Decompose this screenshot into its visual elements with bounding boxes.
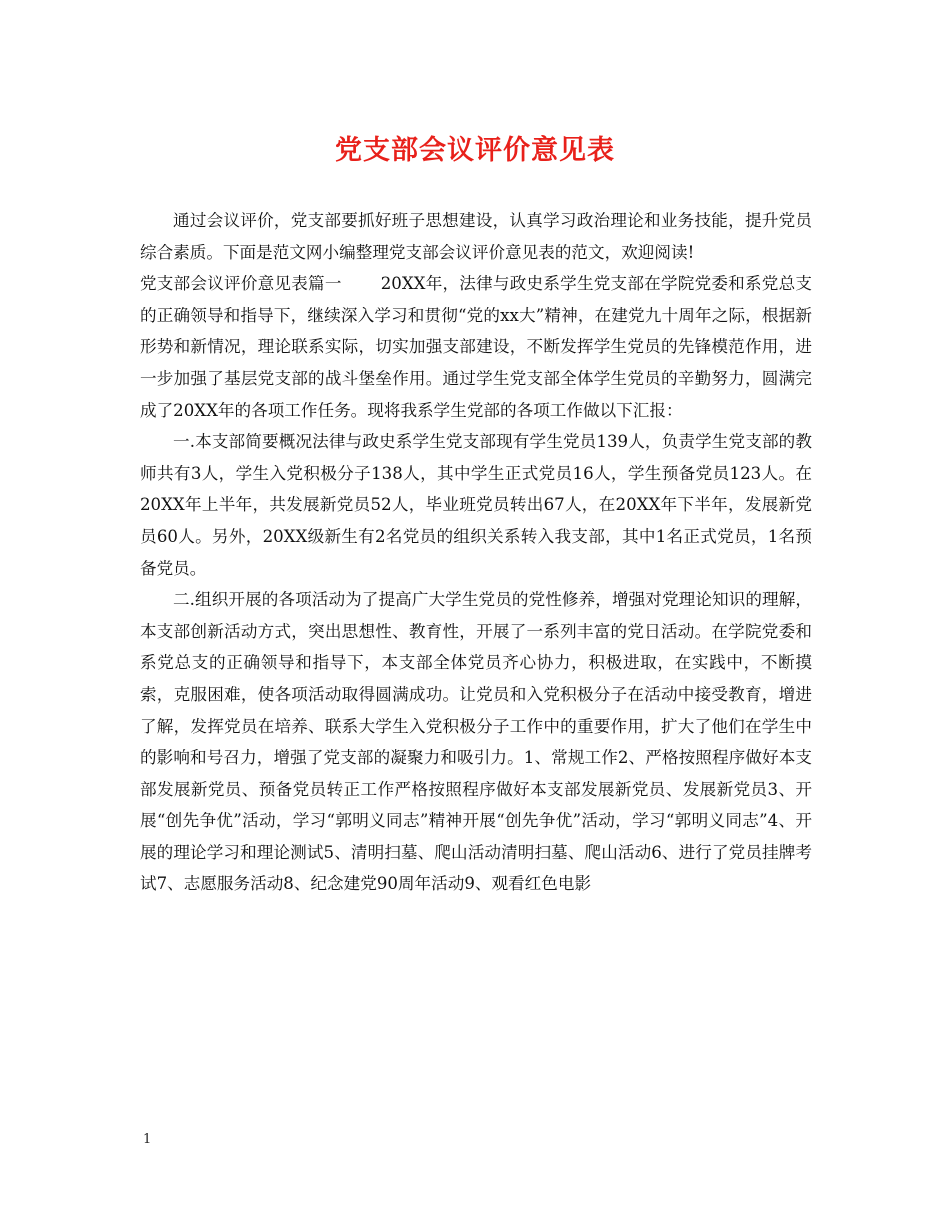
part-two-paragraph: 二.组织开展的各项活动为了提高广大学生党员的党性修养，增强对党理论知识的理解，本支部创新活动方式，突出思想性、教育性，开展了一系列丰富的党日活动。在学院党委和系党总支的正确领导和指导下，本支部全体党员齐心协力，积极进取，在实践中，不断摸索，克服困难，使各项活动取得圆满成功。让党员和入党积极分子在活动中接受教育，增进了解，发挥党员在培养、联系大学生入党积极分子工作中的重要作用，扩大了他们在学生中的影响和号召力，增强了党支部的凝聚力和吸引力。1、常规工作2、严格按照程序做好本支部发展新党员、预备党员转正工作严格按照程序做好本支部发展新党员、发展新党员3、开展“创先争优”活动，学习“郭明义同志”精神开展“创先争优”活动，学习“郭明义同志”4、开展的理论学习和理论测试5、清明扫墓、爬山活动清明扫墓、爬山活动6、进行了党员挂牌考试7、志愿服务活动8、纪念建党90周年活动9、观看红色电影 [140,590,812,894]
part-one-paragraph: 一.本支部简要概况法律与政史系学生党支部现有学生党员139人，负责学生党支部的教师共有3人，学生入党积极分子138人，其中学生正式党员16人，学生预备党员123人。在20XX年上半年，共发展新党员52人，毕业班党员转出67人，在20XX年下半年，发展新党员60人。另外，20XX级新生有2名党员的组织关系转入我支部，其中1名正式党员，1名预备党员。 [140,432,812,578]
document-body [140,205,812,900]
document-title: 党支部会议评价意见表 [335,135,615,166]
intro-paragraph: 通过会议评价，党支部要抓好班子思想建设，认真学习政治理论和业务技能，提升党员综合素质。下面是范文网小编整理党支部会议评价意见表的范文，欢迎阅读! [140,211,812,262]
page-number: 1 [143,1132,152,1147]
section-one-paragraph: 党支部会议评价意见表篇一 20XX年，法律与政史系学生党支部在学院党委和系党总支的正确领导和指导下，继续深入学习和贯彻“党的xx大”精神，在建党九十周年之际，根据新形势和新情况，理论联系实际，切实加强支部建设，不断发挥学生党员的先锋模范作用，进一步加强了基层党支部的战斗堡垒作用。通过学生党支部全体学生党员的辛勤努力，圆满完成了20XX年的各项工作任务。现将我系学生党部的各项工作做以下汇报： [140,274,812,420]
